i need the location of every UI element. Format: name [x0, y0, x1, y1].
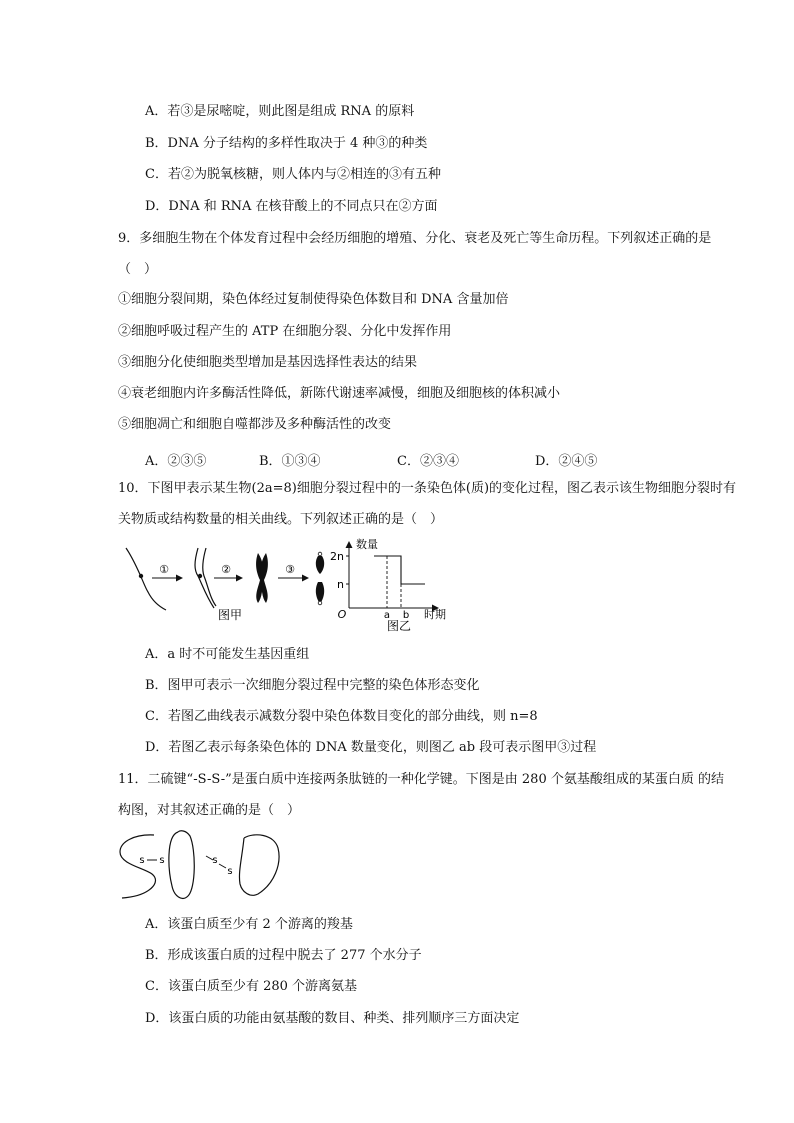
x-tick-b: b [402, 610, 410, 621]
q8-option-b: B．DNA 分子结构的多样性取决于 4 种③的种类 [145, 136, 428, 151]
q9-option-c: C．②③④ [397, 454, 459, 469]
q9-option-b: B．①③④ [259, 454, 321, 469]
q9-item-3: ③细胞分化使细胞类型增加是基因选择性表达的结果 [118, 355, 418, 370]
q11-protein-figure [116, 830, 296, 905]
peptide-chain-3 [239, 835, 279, 895]
peptide-chain-2 [169, 831, 194, 899]
q9-paren: （ ） [118, 262, 158, 277]
centromere-upper [318, 552, 322, 556]
q9-item-1: ①细胞分裂间期，染色体经过复制使得染色体数目和 DNA 含量加倍 [118, 292, 509, 307]
q8-option-c: C．若②为脱氧核糖，则人体内与②相连的③有五种 [145, 167, 441, 182]
q11-option-d: D．该蛋白质的功能由氨基酸的数目、种类、排列顺序三方面决定 [145, 1011, 520, 1026]
q11-option-c: C．该蛋白质至少有 280 个游离氨基 [145, 979, 358, 994]
centromere-dot-2 [198, 574, 202, 578]
chromosome-x-right [261, 553, 268, 603]
step-1-label: ① [159, 563, 169, 576]
step-3-label: ③ [285, 563, 295, 576]
q9-item-2: ②细胞呼吸过程产生的 ATP 在细胞分裂、分化中发挥作用 [118, 324, 452, 339]
figure-jia-caption: 图甲 [217, 608, 243, 622]
q11-stem-line2: 构图，对其叙述正确的是（ ） [118, 803, 301, 818]
q8-option-d: D．DNA 和 RNA 在核苷酸上的不同点只在②方面 [145, 199, 438, 214]
peptide-chain-1 [120, 835, 155, 898]
q8-option-a: A．若③是尿嘧啶，则此图是组成 RNA 的原料 [145, 104, 415, 119]
step-2-label: ② [221, 563, 231, 576]
y-tick-n: n [337, 578, 344, 591]
q10-option-b: B．图甲可表示一次细胞分裂过程中完整的染色体形态变化 [145, 678, 480, 693]
q11-option-a: A．该蛋白质至少有 2 个游离的羧基 [145, 917, 353, 932]
q9-item-5: ⑤细胞凋亡和细胞自噬都涉及多种酶活性的改变 [118, 417, 392, 432]
replicated-strand-right [203, 548, 216, 606]
sulfur-label-2: s [159, 855, 165, 866]
q10-option-d: D．若图乙表示每条染色体的 DNA 数量变化，则图乙 ab 段可表示图甲③过程 [145, 740, 597, 755]
y-tick-2n: 2n [330, 550, 344, 563]
chromatid-lower [316, 582, 324, 604]
chromatid-upper [316, 556, 324, 574]
q10-figure [112, 536, 446, 636]
q10-option-c: C．若图乙曲线表示减数分裂中染色体数目变化的部分曲线，则 n=8 [145, 709, 538, 724]
x-tick-a: a [383, 610, 391, 621]
q9-item-4: ④衰老细胞内许多酶活性降低，新陈代谢速率减慢，细胞及细胞核的体积减小 [118, 386, 561, 401]
disulfide-bond-3 [219, 864, 226, 868]
q9-option-a: A．②③⑤ [145, 454, 207, 469]
q10-option-a: A．a 时不可能发生基因重组 [145, 647, 310, 662]
q11-option-b: B．形成该蛋白质的过程中脱去了 277 个水分子 [145, 948, 422, 963]
chromatin-strand [126, 548, 166, 610]
centromere-lower [318, 601, 322, 605]
quantity-curve [374, 556, 425, 584]
sulfur-label-1: s [139, 855, 145, 866]
q10-stem-line1: 10．下图甲表示某生物(2a=8)细胞分裂过程中的一条染色体(质)的变化过程，图乙表示该生物细胞分裂时有 [118, 481, 737, 496]
q9-option-d: D．②④⑤ [535, 454, 598, 469]
q10-stem-line2: 关物质或结构数量的相关曲线。下列叙述正确的是（ ） [118, 512, 444, 527]
q9-stem: 9．多细胞生物在个体发育过程中会经历细胞的增殖、分化、衰老及死亡等生命历程。下列叙述正确的是 [118, 231, 712, 246]
origin-label: O [337, 608, 347, 621]
sulfur-label-4: s [227, 866, 233, 877]
x-axis-label: 时期 [424, 608, 446, 621]
q9-options [145, 450, 625, 469]
y-axis-label: 数量 [356, 538, 378, 551]
q11-stem-line1: 11．二硫键“-S-S-”是蛋白质中连接两条肽链的一种化学键。下图是由 280 个氨基酸组成的某蛋白质 的结 [118, 772, 724, 787]
figure-yi-caption: 图乙 [386, 619, 412, 633]
sulfur-label-3: s [212, 855, 218, 866]
centromere-dot [139, 574, 143, 578]
